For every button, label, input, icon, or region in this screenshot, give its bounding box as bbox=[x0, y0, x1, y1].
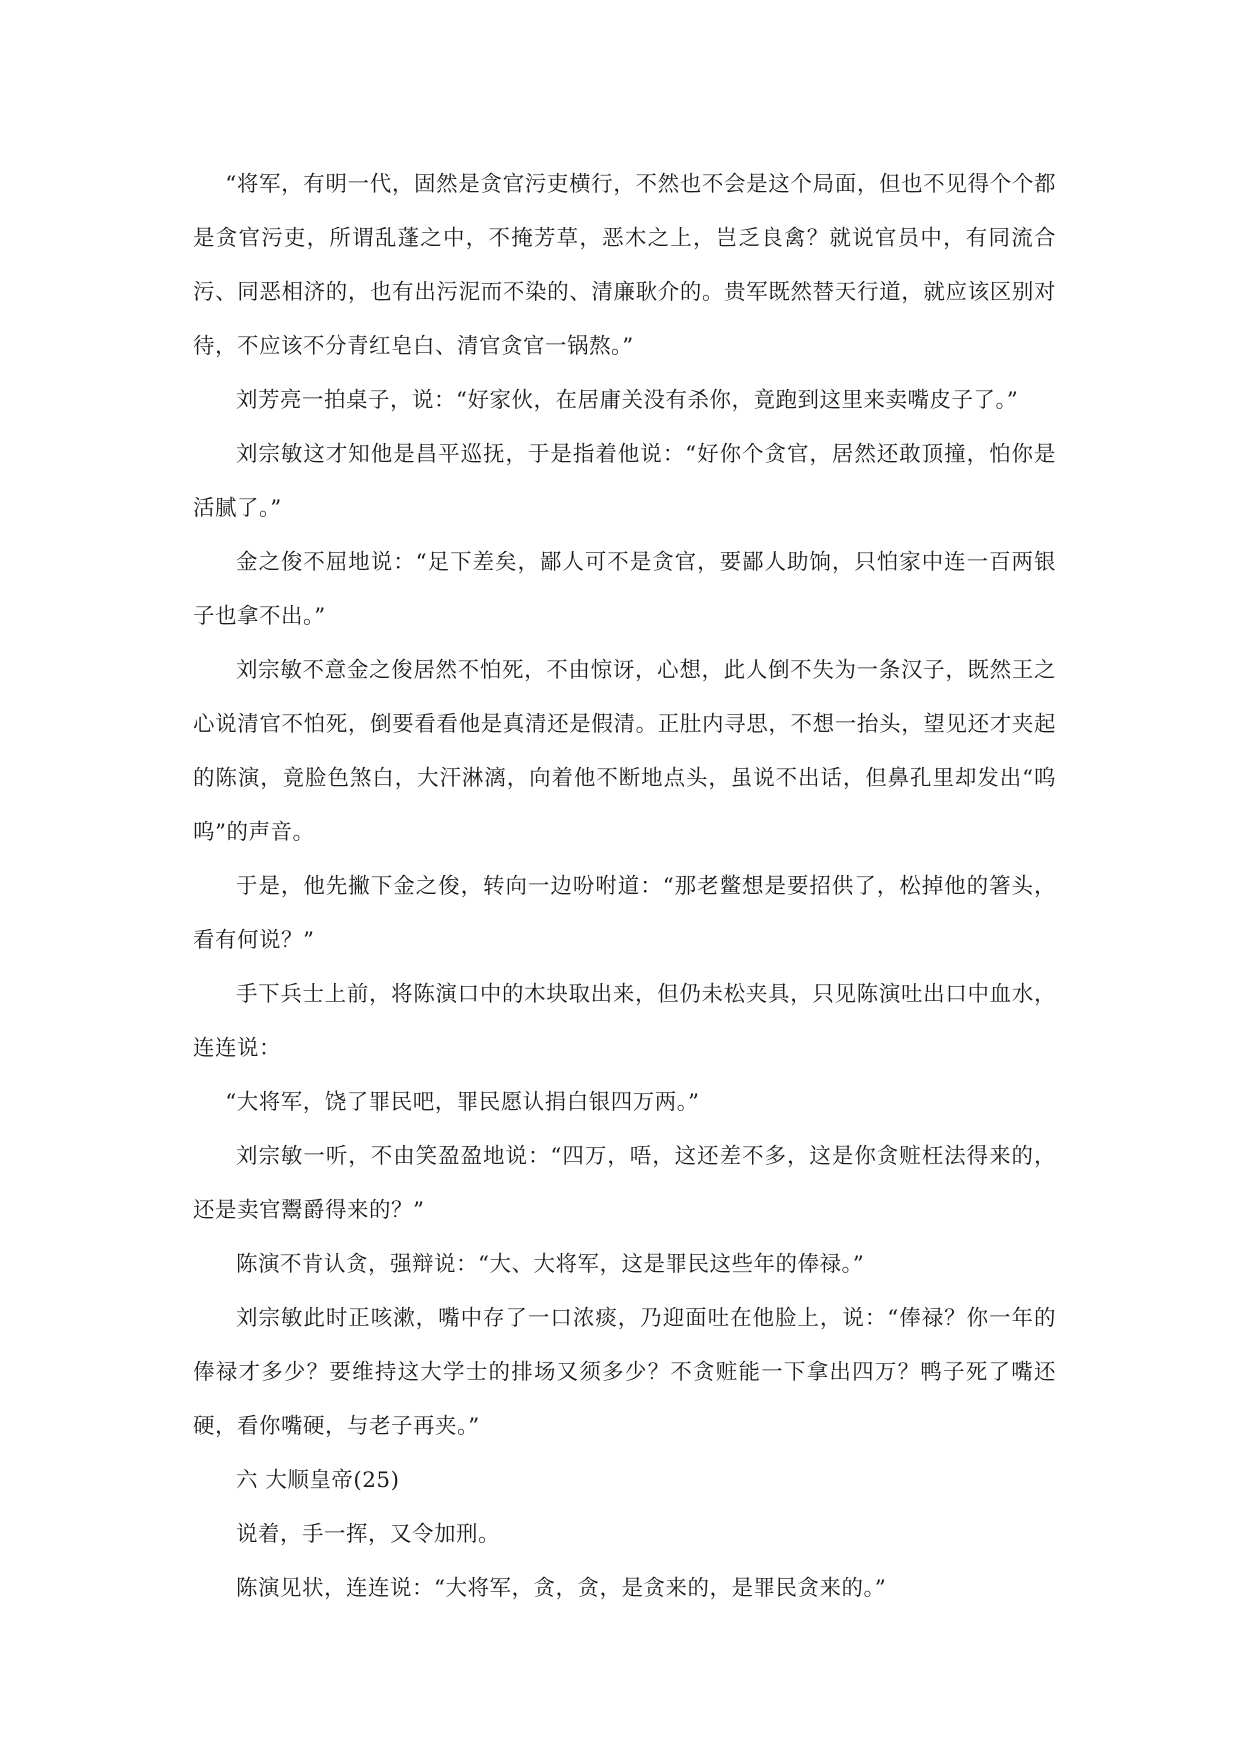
paragraph-9: 刘宗敏一听，不由笑盈盈地说：“四万，唔，这还差不多，这是你贪赃枉法得来的，还是卖官鬻爵得来的？” bbox=[193, 1144, 1056, 1223]
paragraph-2: 刘芳亮一拍桌子，说：“好家伙，在居庸关没有杀你，竟跑到这里来卖嘴皮子了。” bbox=[236, 388, 1019, 413]
paragraph-10: 陈演不肯认贪，强辩说：“大、大将军，这是罪民这些年的俸禄。” bbox=[236, 1252, 865, 1277]
paragraph-6: 于是，他先撇下金之俊，转向一边吩咐道：“那老鳖想是要招供了，松掉他的箸头，看有何说？” bbox=[193, 874, 1056, 953]
paragraph-12: 说着，手一挥，又令加刑。 bbox=[236, 1522, 501, 1547]
paragraph-8: “大将军，饶了罪民吧，罪民愿认捐白银四万两。” bbox=[225, 1090, 700, 1115]
paragraph-3: 刘宗敏这才知他是昌平巡抚，于是指着他说：“好你个贪官，居然还敢顶撞，怕你是活腻了。” bbox=[193, 442, 1056, 521]
paragraph-11: 刘宗敏此时正咳漱，嘴中存了一口浓痰，乃迎面吐在他脸上，说：“俸禄？你一年的俸禄才多少？要维持这大学士的排场又须多少？不贪赃能一下拿出四万？鸭子死了嘴还硬，看你嘴硬，与老子再夹。” bbox=[193, 1306, 1056, 1439]
paragraph-1: “将军，有明一代，固然是贪官污吏横行，不然也不会是这个局面，但也不见得个个都是贪官污吏，所谓乱蓬之中，不掩芳草，恶木之上，岂乏良禽？就说官员中，有同流合污、同恶相济的，也有出污泥而不染的、清廉耿介的。贵军既然替天行道，就应该区别对待，不应该不分青红皂白、清官贪官一锅熬。” bbox=[193, 172, 1056, 359]
paragraph-4: 金之俊不屈地说：“足下差矣，鄙人可不是贪官，要鄙人助饷，只怕家中连一百两银子也拿不出。” bbox=[193, 550, 1056, 629]
document-body bbox=[193, 158, 1056, 1616]
paragraph-5: 刘宗敏不意金之俊居然不怕死，不由惊讶，心想，此人倒不失为一条汉子，既然王之心说清官不怕死，倒要看看他是真清还是假清。正肚内寻思，不想一抬头，望见还才夹起的陈演，竟脸色煞白，大汗淋漓，向着他不断地点头，虽说不出话，但鼻孔里却发出“呜呜”的声音。 bbox=[193, 658, 1056, 845]
paragraph-13: 陈演见状，连连说：“大将军，贪，贪，是贪来的，是罪民贪来的。” bbox=[236, 1576, 887, 1601]
paragraph-7: 手下兵士上前，将陈演口中的木块取出来，但仍未松夹具，只见陈演吐出口中血水，连连说： bbox=[193, 982, 1056, 1061]
section-heading: 六 大顺皇帝(25) bbox=[236, 1468, 400, 1493]
